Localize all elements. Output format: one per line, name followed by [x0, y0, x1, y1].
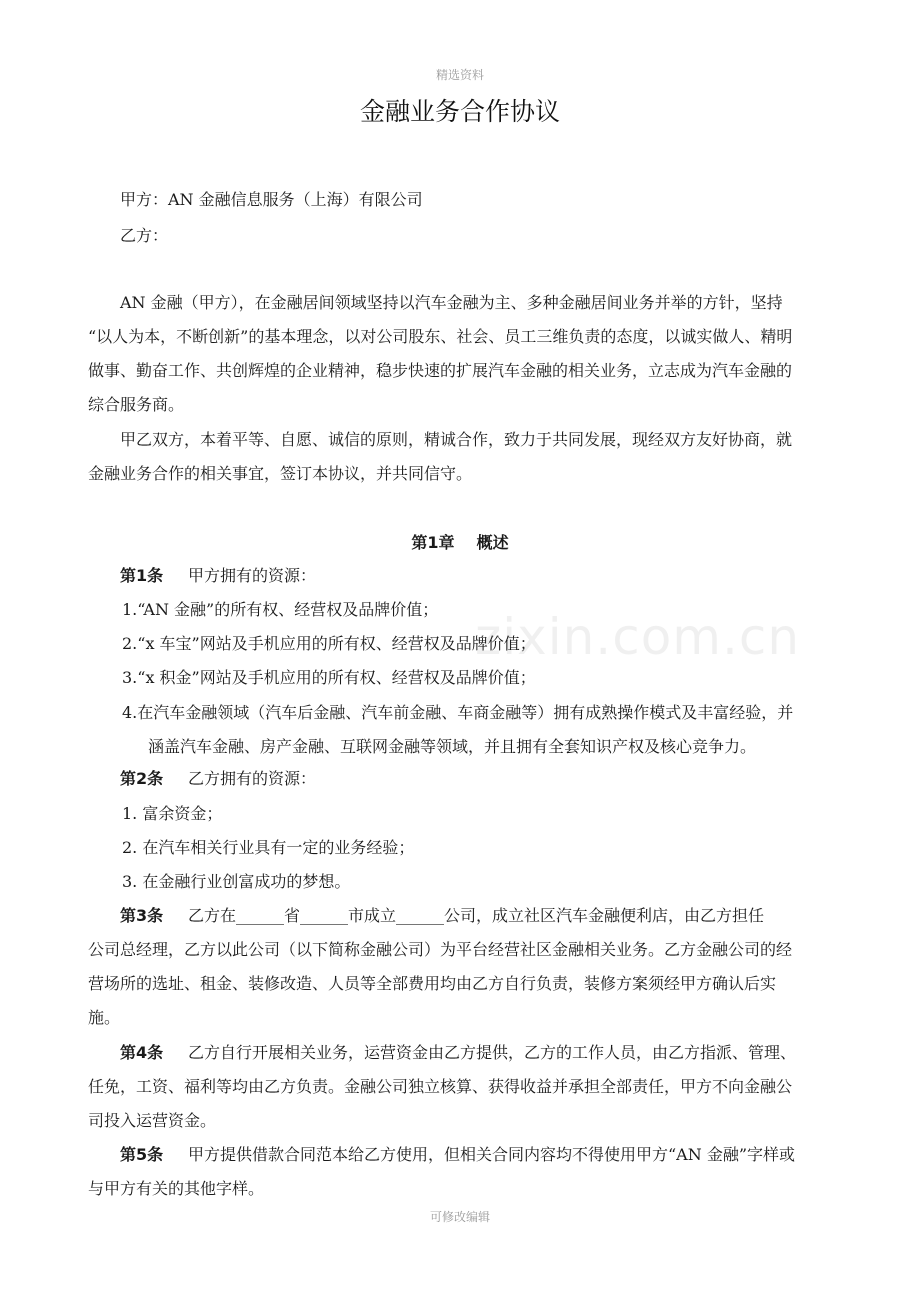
article-1-item-3: 3.“x 积金”网站及手机应用的所有权、经营权及品牌价值； [122, 668, 536, 687]
chapter-heading [0, 530, 920, 553]
header-note: 精选资料 [435, 68, 484, 82]
footer-note: 可修改编辑 [429, 1210, 490, 1224]
article-5-label: 第5条 [120, 1145, 164, 1164]
article-3-text: 乙方在______省______市成立______公司，成立社区汽车金融便利店，由乙方担任 [188, 906, 765, 925]
article-3-first-line [120, 906, 764, 926]
article-2-item-1: 1. 富余资金； [122, 804, 223, 823]
article-1-title: 甲方拥有的资源： [188, 566, 317, 585]
article-2-title: 乙方拥有的资源： [188, 769, 317, 788]
article-3-label: 第3条 [120, 906, 164, 925]
article-5-first-line [120, 1145, 795, 1165]
article-3-line-4: 施。 [88, 1008, 121, 1027]
article-4-line-3: 司投入运营资金。 [88, 1111, 217, 1130]
watermark: zixin.com.cn [475, 608, 801, 666]
article-4-first-line [120, 1043, 796, 1063]
article-2-item-2: 2. 在汽车相关行业具有一定的业务经验； [122, 838, 415, 857]
article-1-item-1: 1.“AN 金融”的所有权、经营权及品牌价值； [122, 600, 439, 619]
article-1-item-4-cont: 涵盖汽车金融、房产金融、互联网金融等领域，并且拥有全套知识产权及核心竞争力。 [148, 737, 757, 756]
article-1-item-2: 2.“x 车宝”网站及手机应用的所有权、经营权及品牌价值； [122, 634, 536, 653]
intro-p1-line-2: “以人为本，不断创新”的基本理念，以对公司股东、社会、员工三维负责的态度，以诚实做人、精明 [88, 327, 793, 346]
party-b: 乙方： [120, 226, 169, 245]
article-1-heading [120, 566, 316, 586]
intro-p1-line-3: 做事、勤奋工作、共创辉煌的企业精神，稳步快速的扩展汽车金融的相关业务，立志成为汽车金融的 [88, 361, 793, 380]
intro-p2-line-1: 甲乙双方，本着平等、自愿、诚信的原则，精诚合作，致力于共同发展，现经双方友好协商，就 [120, 430, 793, 449]
document-title: 金融业务合作协议 [359, 97, 560, 126]
party-a: 甲方：AN 金融信息服务（上海）有限公司 [120, 190, 423, 209]
intro-p1-line-1: AN 金融（甲方），在金融居间领域坚持以汽车金融为主、多种金融居间业务并举的方针，坚持 [120, 293, 783, 312]
article-4-label: 第4条 [120, 1043, 164, 1062]
article-3-line-2: 公司总经理，乙方以此公司（以下简称金融公司）为平台经营社区金融相关业务。乙方金融公司的经 [88, 940, 793, 959]
chapter-label: 第1章 [411, 533, 455, 552]
article-5-text: 甲方提供借款合同范本给乙方使用，但相关合同内容均不得使用甲方“AN 金融”字样或 [188, 1145, 796, 1164]
article-3-line-3: 营场所的选址、租金、装修改造、人员等全部费用均由乙方自行负责，装修方案须经甲方确认后实 [88, 974, 777, 993]
intro-p1-line-4: 综合服务商。 [88, 395, 185, 414]
article-1-label: 第1条 [120, 566, 164, 585]
article-2-heading [120, 769, 316, 789]
article-2-item-3: 3. 在金融行业创富成功的梦想。 [122, 872, 351, 891]
article-4-text: 乙方自行开展相关业务，运营资金由乙方提供，乙方的工作人员，由乙方指派、管理、 [188, 1043, 797, 1062]
article-2-label: 第2条 [120, 769, 164, 788]
chapter-name: 概述 [476, 533, 509, 552]
intro-p2-line-2: 金融业务合作的相关事宜，签订本协议，并共同信守。 [88, 464, 473, 483]
article-1-item-4: 4.在汽车金融领域（汽车后金融、汽车前金融、车商金融等）拥有成熟操作模式及丰富经验，并 [122, 703, 794, 722]
article-5-line-2: 与甲方有关的其他字样。 [88, 1179, 265, 1198]
article-4-line-2: 任免，工资、福利等均由乙方负责。金融公司独立核算、获得收益并承担全部责任，甲方不向金融公 [88, 1077, 793, 1096]
